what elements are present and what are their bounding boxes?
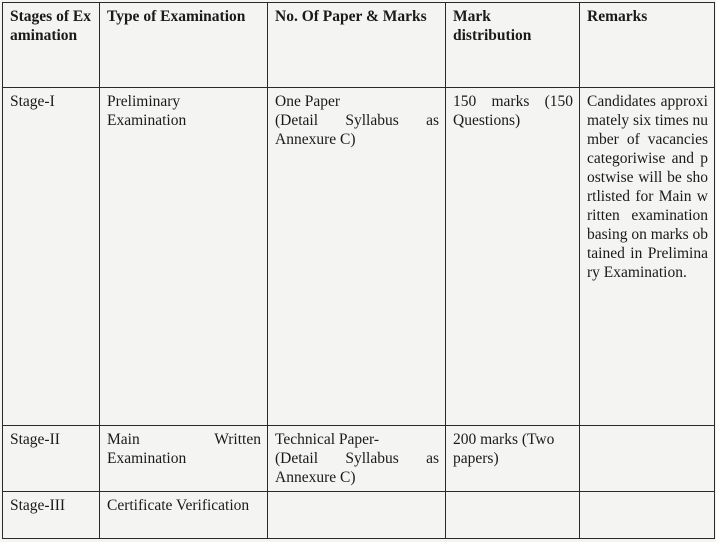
header-mark-distribution: Mark distribution (446, 3, 580, 88)
header-remarks: Remarks (580, 3, 715, 88)
header-stages: Stages of Examination (3, 3, 100, 88)
cell-papers (268, 426, 446, 492)
papers-line-1: One Paper (275, 93, 340, 110)
cell-stage: Stage-III (3, 492, 100, 539)
cell-type: Certificate Verification (100, 492, 268, 539)
header-papers: No. Of Paper & Marks (268, 3, 446, 88)
papers-line-1: Technical Paper- (275, 431, 380, 448)
cell-marks: 150 marks (150 Questions) (446, 88, 580, 426)
cell-type: Main Written Examination (100, 426, 268, 492)
table-row (3, 88, 715, 426)
table-row (3, 492, 715, 539)
cell-stage: Stage-I (3, 88, 100, 426)
cell-stage: Stage-II (3, 426, 100, 492)
cell-type: Preliminary Examination (100, 88, 268, 426)
papers-line-2: (Detail Syllabus as Annexure C) (275, 112, 439, 148)
papers-line-2: (Detail Syllabus as Annexure C) (275, 450, 439, 486)
cell-remarks: Candidates approximately six times number of vacancies categoriwise and postwise will be shortlisted for Main written examination basing on marks obtained in Preliminary Examination. (580, 88, 715, 426)
cell-papers (268, 88, 446, 426)
cell-papers (268, 492, 446, 539)
cell-remarks (580, 492, 715, 539)
table-header-row (3, 3, 715, 88)
cell-remarks (580, 426, 715, 492)
header-type: Type of Examination (100, 3, 268, 88)
cell-marks: 200 marks (Two papers) (446, 426, 580, 492)
table-row (3, 426, 715, 492)
cell-marks (446, 492, 580, 539)
examination-stages-table (2, 2, 715, 539)
